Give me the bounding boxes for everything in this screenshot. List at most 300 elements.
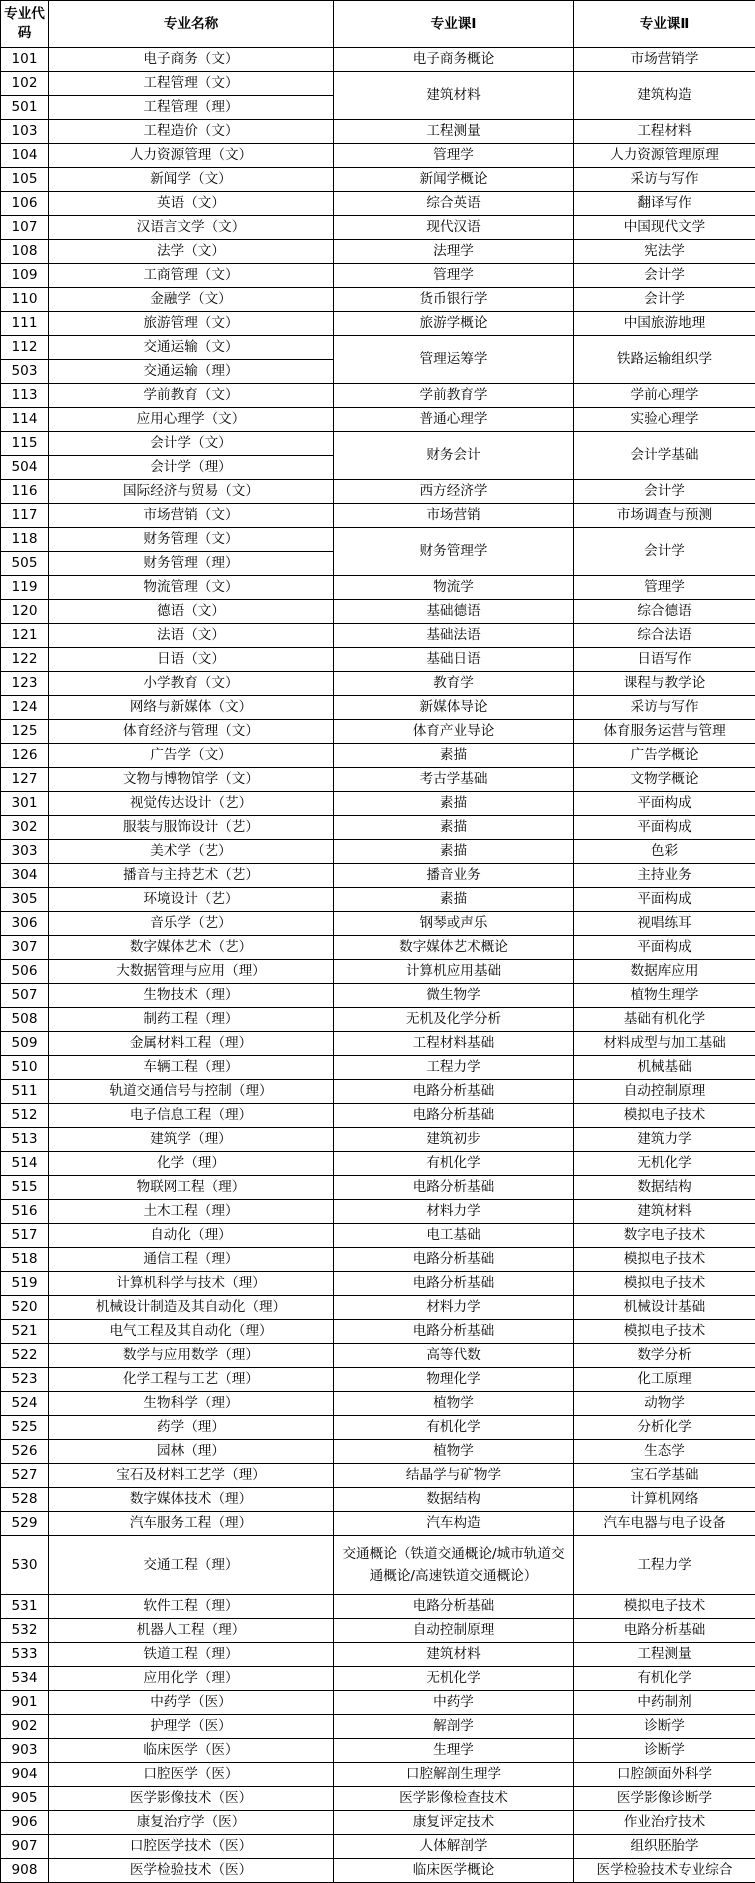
course-2-cell: 宪法学 — [574, 240, 755, 264]
course-1-cell: 电子商务概论 — [334, 48, 574, 72]
course-2-cell: 视唱练耳 — [574, 912, 755, 936]
course-1-cell: 植物学 — [334, 1440, 574, 1464]
major-name-cell: 数字媒体技术（理） — [49, 1488, 334, 1512]
table-row — [1, 816, 755, 840]
course-1-cell: 康复评定技术 — [334, 1811, 574, 1835]
major-code-cell: 503 — [1, 360, 49, 384]
course-2-cell: 数据库应用 — [574, 960, 755, 984]
course-2-cell: 医学影像诊断学 — [574, 1787, 755, 1811]
course-2-cell: 机械基础 — [574, 1056, 755, 1080]
major-name-cell: 环境设计（艺） — [49, 888, 334, 912]
major-name-cell: 中药学（医） — [49, 1691, 334, 1715]
major-code-cell: 905 — [1, 1787, 49, 1811]
table-row — [1, 1763, 755, 1787]
table-row — [1, 480, 755, 504]
major-code-cell: 123 — [1, 672, 49, 696]
course-2-cell: 动物学 — [574, 1392, 755, 1416]
course-1-cell: 电路分析基础 — [334, 1080, 574, 1104]
course-1-cell: 人体解剖学 — [334, 1835, 574, 1859]
table-row — [1, 1643, 755, 1667]
major-code-cell: 907 — [1, 1835, 49, 1859]
major-name-cell: 化学工程与工艺（理） — [49, 1368, 334, 1392]
table-row — [1, 72, 755, 96]
course-1-cell: 有机化学 — [334, 1416, 574, 1440]
major-name-cell: 美术学（艺） — [49, 840, 334, 864]
major-name-cell: 机械设计制造及其自动化（理） — [49, 1296, 334, 1320]
major-name-cell: 学前教育（文） — [49, 384, 334, 408]
course-2-cell: 模拟电子技术 — [574, 1320, 755, 1344]
major-name-cell: 交通工程（理） — [49, 1536, 334, 1595]
course-2-cell: 主持业务 — [574, 864, 755, 888]
header-name: 专业名称 — [49, 1, 334, 48]
major-name-cell: 工程管理（理） — [49, 96, 334, 120]
course-2-cell: 色彩 — [574, 840, 755, 864]
table-row — [1, 840, 755, 864]
course-2-cell: 模拟电子技术 — [574, 1595, 755, 1619]
course-1-cell: 物理化学 — [334, 1368, 574, 1392]
course-1-cell: 中药学 — [334, 1691, 574, 1715]
major-code-cell: 528 — [1, 1488, 49, 1512]
major-name-cell: 生物技术（理） — [49, 984, 334, 1008]
table-row — [1, 888, 755, 912]
table-row — [1, 336, 755, 360]
course-2-cell: 平面构成 — [574, 816, 755, 840]
table-row — [1, 1691, 755, 1715]
major-name-cell: 园林（理） — [49, 1440, 334, 1464]
table-row — [1, 864, 755, 888]
course-1-cell: 口腔解剖生理学 — [334, 1763, 574, 1787]
major-code-cell: 116 — [1, 480, 49, 504]
major-name-cell: 金融学（文） — [49, 288, 334, 312]
table-row — [1, 192, 755, 216]
course-1-cell: 法理学 — [334, 240, 574, 264]
major-name-cell: 工程管理（文） — [49, 72, 334, 96]
course-1-cell: 计算机应用基础 — [334, 960, 574, 984]
major-name-cell: 会计学（文） — [49, 432, 334, 456]
course-1-cell: 建筑材料 — [334, 72, 574, 120]
major-code-cell: 505 — [1, 552, 49, 576]
major-name-cell: 小学教育（文） — [49, 672, 334, 696]
major-code-cell: 531 — [1, 1595, 49, 1619]
major-code-cell: 304 — [1, 864, 49, 888]
course-2-cell: 诊断学 — [574, 1739, 755, 1763]
course-2-cell: 市场调查与预测 — [574, 504, 755, 528]
course-2-cell: 工程材料 — [574, 120, 755, 144]
course-2-cell: 有机化学 — [574, 1667, 755, 1691]
major-code-cell: 117 — [1, 504, 49, 528]
major-name-cell: 文物与博物馆学（文） — [49, 768, 334, 792]
major-code-cell: 524 — [1, 1392, 49, 1416]
course-1-cell: 无机及化学分析 — [334, 1008, 574, 1032]
major-code-cell: 301 — [1, 792, 49, 816]
course-2-cell: 翻译写作 — [574, 192, 755, 216]
major-name-cell: 汽车服务工程（理） — [49, 1512, 334, 1536]
major-code-cell: 303 — [1, 840, 49, 864]
major-code-cell: 112 — [1, 336, 49, 360]
major-code-cell: 302 — [1, 816, 49, 840]
table-row — [1, 720, 755, 744]
course-1-cell: 素描 — [334, 792, 574, 816]
course-2-cell: 生态学 — [574, 1440, 755, 1464]
course-1-cell: 管理学 — [334, 144, 574, 168]
major-name-cell: 化学（理） — [49, 1152, 334, 1176]
course-1-cell: 电路分析基础 — [334, 1595, 574, 1619]
major-code-cell: 510 — [1, 1056, 49, 1080]
major-name-cell: 药学（理） — [49, 1416, 334, 1440]
course-1-cell: 财务管理学 — [334, 528, 574, 576]
major-name-cell: 数字媒体艺术（艺） — [49, 936, 334, 960]
course-1-cell: 管理学 — [334, 264, 574, 288]
major-code-cell: 515 — [1, 1176, 49, 1200]
major-name-cell: 电子信息工程（理） — [49, 1104, 334, 1128]
course-2-cell: 机械设计基础 — [574, 1296, 755, 1320]
course-1-cell: 无机化学 — [334, 1667, 574, 1691]
course-2-cell: 中药制剂 — [574, 1691, 755, 1715]
major-name-cell: 轨道交通信号与控制（理） — [49, 1080, 334, 1104]
course-1-cell: 自动控制原理 — [334, 1619, 574, 1643]
course-1-cell: 电路分析基础 — [334, 1176, 574, 1200]
major-code-cell: 906 — [1, 1811, 49, 1835]
table-row — [1, 1248, 755, 1272]
major-name-cell: 会计学（理） — [49, 456, 334, 480]
course-1-cell: 微生物学 — [334, 984, 574, 1008]
major-name-cell: 服装与服饰设计（艺） — [49, 816, 334, 840]
course-1-cell: 钢琴或声乐 — [334, 912, 574, 936]
major-code-cell: 111 — [1, 312, 49, 336]
major-code-cell: 534 — [1, 1667, 49, 1691]
course-1-cell: 数据结构 — [334, 1488, 574, 1512]
table-row — [1, 1835, 755, 1859]
course-1-cell: 新闻学概论 — [334, 168, 574, 192]
course-2-cell: 数字电子技术 — [574, 1224, 755, 1248]
major-name-cell: 土木工程（理） — [49, 1200, 334, 1224]
course-2-cell: 模拟电子技术 — [574, 1272, 755, 1296]
major-code-cell: 525 — [1, 1416, 49, 1440]
table-row — [1, 1667, 755, 1691]
major-code-cell: 121 — [1, 624, 49, 648]
course-2-cell: 植物生理学 — [574, 984, 755, 1008]
major-code-cell: 115 — [1, 432, 49, 456]
major-name-cell: 体育经济与管理（文） — [49, 720, 334, 744]
major-code-cell: 526 — [1, 1440, 49, 1464]
course-1-cell: 货币银行学 — [334, 288, 574, 312]
major-code-cell: 120 — [1, 600, 49, 624]
major-name-cell: 新闻学（文） — [49, 168, 334, 192]
major-name-cell: 通信工程（理） — [49, 1248, 334, 1272]
course-1-cell: 材料力学 — [334, 1200, 574, 1224]
table-row — [1, 1368, 755, 1392]
course-1-cell: 学前教育学 — [334, 384, 574, 408]
table-row — [1, 1619, 755, 1643]
course-2-cell: 建筑力学 — [574, 1128, 755, 1152]
table-row — [1, 1595, 755, 1619]
major-code-cell: 508 — [1, 1008, 49, 1032]
table-row — [1, 600, 755, 624]
course-2-cell: 建筑构造 — [574, 72, 755, 120]
major-name-cell: 电气工程及其自动化（理） — [49, 1320, 334, 1344]
course-1-cell: 解剖学 — [334, 1715, 574, 1739]
table-row — [1, 528, 755, 552]
table-row — [1, 264, 755, 288]
table-row — [1, 1104, 755, 1128]
table-row — [1, 48, 755, 72]
course-1-cell: 综合英语 — [334, 192, 574, 216]
table-row — [1, 216, 755, 240]
course-2-cell: 综合德语 — [574, 600, 755, 624]
course-1-cell: 素描 — [334, 840, 574, 864]
table-row — [1, 1200, 755, 1224]
table-body — [1, 48, 755, 1883]
course-2-cell: 组织胚胎学 — [574, 1835, 755, 1859]
course-2-cell: 会计学 — [574, 480, 755, 504]
major-code-cell: 903 — [1, 1739, 49, 1763]
table-row — [1, 912, 755, 936]
table-row — [1, 1032, 755, 1056]
course-2-cell: 建筑材料 — [574, 1200, 755, 1224]
major-code-cell: 501 — [1, 96, 49, 120]
table-row — [1, 240, 755, 264]
course-1-cell: 市场营销 — [334, 504, 574, 528]
major-code-cell: 523 — [1, 1368, 49, 1392]
major-code-cell: 102 — [1, 72, 49, 96]
table-row — [1, 144, 755, 168]
course-1-cell: 有机化学 — [334, 1152, 574, 1176]
course-1-cell: 体育产业导论 — [334, 720, 574, 744]
course-2-cell: 模拟电子技术 — [574, 1104, 755, 1128]
course-2-cell: 综合法语 — [574, 624, 755, 648]
course-2-cell: 口腔颌面外科学 — [574, 1763, 755, 1787]
table-row — [1, 1787, 755, 1811]
course-1-cell: 植物学 — [334, 1392, 574, 1416]
major-name-cell: 金属材料工程（理） — [49, 1032, 334, 1056]
table-row — [1, 1811, 755, 1835]
table-row — [1, 1296, 755, 1320]
course-2-cell: 工程测量 — [574, 1643, 755, 1667]
major-code-cell: 122 — [1, 648, 49, 672]
table-row — [1, 792, 755, 816]
course-2-cell: 中国旅游地理 — [574, 312, 755, 336]
course-1-cell: 新媒体导论 — [334, 696, 574, 720]
table-row — [1, 504, 755, 528]
table-row — [1, 1416, 755, 1440]
major-name-cell: 建筑学（理） — [49, 1128, 334, 1152]
major-name-cell: 口腔医学（医） — [49, 1763, 334, 1787]
table-row — [1, 1440, 755, 1464]
major-name-cell: 制药工程（理） — [49, 1008, 334, 1032]
course-2-cell: 铁路运输组织学 — [574, 336, 755, 384]
major-code-cell: 513 — [1, 1128, 49, 1152]
major-code-cell: 113 — [1, 384, 49, 408]
course-1-cell: 高等代数 — [334, 1344, 574, 1368]
major-name-cell: 音乐学（艺） — [49, 912, 334, 936]
major-code-cell: 516 — [1, 1200, 49, 1224]
major-name-cell: 汉语言文学（文） — [49, 216, 334, 240]
table-row — [1, 1536, 755, 1595]
major-code-cell: 124 — [1, 696, 49, 720]
major-name-cell: 财务管理（理） — [49, 552, 334, 576]
major-code-cell: 532 — [1, 1619, 49, 1643]
table-row — [1, 1464, 755, 1488]
major-name-cell: 医学影像技术（医） — [49, 1787, 334, 1811]
course-1-cell: 电工基础 — [334, 1224, 574, 1248]
major-code-cell: 307 — [1, 936, 49, 960]
course-2-cell: 作业治疗技术 — [574, 1811, 755, 1835]
major-name-cell: 法学（文） — [49, 240, 334, 264]
major-name-cell: 德语（文） — [49, 600, 334, 624]
major-code-cell: 519 — [1, 1272, 49, 1296]
major-name-cell: 网络与新媒体（文） — [49, 696, 334, 720]
table-row — [1, 1152, 755, 1176]
major-name-cell: 工程造价（文） — [49, 120, 334, 144]
course-2-cell: 中国现代文学 — [574, 216, 755, 240]
major-code-cell: 527 — [1, 1464, 49, 1488]
course-1-cell: 电路分析基础 — [334, 1248, 574, 1272]
course-2-cell: 电路分析基础 — [574, 1619, 755, 1643]
table-row — [1, 936, 755, 960]
major-code-cell: 509 — [1, 1032, 49, 1056]
major-code-cell: 507 — [1, 984, 49, 1008]
major-code-cell: 511 — [1, 1080, 49, 1104]
table-row — [1, 408, 755, 432]
course-1-cell: 教育学 — [334, 672, 574, 696]
major-name-cell: 医学检验技术（医） — [49, 1859, 334, 1883]
major-code-cell: 529 — [1, 1512, 49, 1536]
major-name-cell: 法语（文） — [49, 624, 334, 648]
table-row — [1, 696, 755, 720]
course-1-cell: 播音业务 — [334, 864, 574, 888]
major-name-cell: 护理学（医） — [49, 1715, 334, 1739]
table-row — [1, 768, 755, 792]
course-2-cell: 采访与写作 — [574, 168, 755, 192]
major-name-cell: 机器人工程（理） — [49, 1619, 334, 1643]
course-1-cell: 西方经济学 — [334, 480, 574, 504]
major-name-cell: 车辆工程（理） — [49, 1056, 334, 1080]
course-1-cell: 普通心理学 — [334, 408, 574, 432]
major-code-cell: 902 — [1, 1715, 49, 1739]
table-row — [1, 1224, 755, 1248]
header-course-2: 专业课Ⅱ — [574, 1, 755, 48]
major-name-cell: 应用化学（理） — [49, 1667, 334, 1691]
major-code-cell: 101 — [1, 48, 49, 72]
major-name-cell: 人力资源管理（文） — [49, 144, 334, 168]
major-code-cell: 514 — [1, 1152, 49, 1176]
course-2-cell: 管理学 — [574, 576, 755, 600]
course-2-cell: 学前心理学 — [574, 384, 755, 408]
table-row — [1, 1320, 755, 1344]
table-row — [1, 1128, 755, 1152]
major-code-cell: 106 — [1, 192, 49, 216]
course-2-cell: 会计学 — [574, 264, 755, 288]
course-2-cell: 人力资源管理原理 — [574, 144, 755, 168]
course-2-cell: 会计学 — [574, 288, 755, 312]
table-row — [1, 168, 755, 192]
course-2-cell: 汽车电器与电子设备 — [574, 1512, 755, 1536]
course-2-cell: 实验心理学 — [574, 408, 755, 432]
major-code-cell: 110 — [1, 288, 49, 312]
major-name-cell: 口腔医学技术（医） — [49, 1835, 334, 1859]
table-row — [1, 1715, 755, 1739]
course-2-cell: 平面构成 — [574, 888, 755, 912]
course-1-cell: 工程力学 — [334, 1056, 574, 1080]
table-row — [1, 1859, 755, 1883]
major-name-cell: 交通运输（文） — [49, 336, 334, 360]
table-row — [1, 1739, 755, 1763]
course-2-cell: 计算机网络 — [574, 1488, 755, 1512]
course-2-cell: 自动控制原理 — [574, 1080, 755, 1104]
course-2-cell: 数学分析 — [574, 1344, 755, 1368]
course-1-cell: 素描 — [334, 744, 574, 768]
major-name-cell: 财务管理（文） — [49, 528, 334, 552]
major-code-cell: 125 — [1, 720, 49, 744]
header-code: 专业代码 — [1, 1, 49, 48]
major-code-cell: 114 — [1, 408, 49, 432]
major-name-cell: 生物科学（理） — [49, 1392, 334, 1416]
course-2-cell: 模拟电子技术 — [574, 1248, 755, 1272]
major-name-cell: 康复治疗学（医） — [49, 1811, 334, 1835]
course-2-cell: 采访与写作 — [574, 696, 755, 720]
major-code-cell: 118 — [1, 528, 49, 552]
major-code-cell: 520 — [1, 1296, 49, 1320]
course-1-cell: 医学影像检查技术 — [334, 1787, 574, 1811]
major-code-cell: 108 — [1, 240, 49, 264]
major-name-cell: 国际经济与贸易（文） — [49, 480, 334, 504]
major-name-cell: 电子商务（文） — [49, 48, 334, 72]
major-name-cell: 广告学（文） — [49, 744, 334, 768]
major-name-cell: 工商管理（文） — [49, 264, 334, 288]
major-name-cell: 交通运输（理） — [49, 360, 334, 384]
course-1-cell: 基础日语 — [334, 648, 574, 672]
course-2-cell: 材料成型与加工基础 — [574, 1032, 755, 1056]
table-row — [1, 120, 755, 144]
course-1-cell: 临床医学概论 — [334, 1859, 574, 1883]
major-code-cell: 104 — [1, 144, 49, 168]
table-row — [1, 1488, 755, 1512]
major-code-cell: 518 — [1, 1248, 49, 1272]
major-code-cell: 119 — [1, 576, 49, 600]
table-row — [1, 960, 755, 984]
course-1-cell: 交通概论（铁道交通概论/城市轨道交通概论/高速铁道交通概论） — [334, 1536, 574, 1595]
table-row — [1, 312, 755, 336]
major-code-cell: 908 — [1, 1859, 49, 1883]
course-1-cell: 电路分析基础 — [334, 1104, 574, 1128]
major-code-cell: 517 — [1, 1224, 49, 1248]
table-row — [1, 624, 755, 648]
course-1-cell: 电路分析基础 — [334, 1320, 574, 1344]
course-1-cell: 数字媒体艺术概论 — [334, 936, 574, 960]
course-1-cell: 生理学 — [334, 1739, 574, 1763]
course-1-cell: 素描 — [334, 816, 574, 840]
major-name-cell: 自动化（理） — [49, 1224, 334, 1248]
header-course-1: 专业课Ⅰ — [334, 1, 574, 48]
major-code-cell: 103 — [1, 120, 49, 144]
course-2-cell: 化工原理 — [574, 1368, 755, 1392]
major-code-cell: 506 — [1, 960, 49, 984]
course-1-cell: 结晶学与矿物学 — [334, 1464, 574, 1488]
course-1-cell: 工程测量 — [334, 120, 574, 144]
major-name-cell: 视觉传达设计（艺） — [49, 792, 334, 816]
major-name-cell: 铁道工程（理） — [49, 1643, 334, 1667]
table-row — [1, 1080, 755, 1104]
course-2-cell: 广告学概论 — [574, 744, 755, 768]
major-name-cell: 临床医学（医） — [49, 1739, 334, 1763]
table-row — [1, 744, 755, 768]
major-name-cell: 日语（文） — [49, 648, 334, 672]
course-2-cell: 课程与教学论 — [574, 672, 755, 696]
table-row — [1, 1056, 755, 1080]
header-row — [1, 1, 755, 48]
major-name-cell: 播音与主持艺术（艺） — [49, 864, 334, 888]
course-1-cell: 管理运筹学 — [334, 336, 574, 384]
